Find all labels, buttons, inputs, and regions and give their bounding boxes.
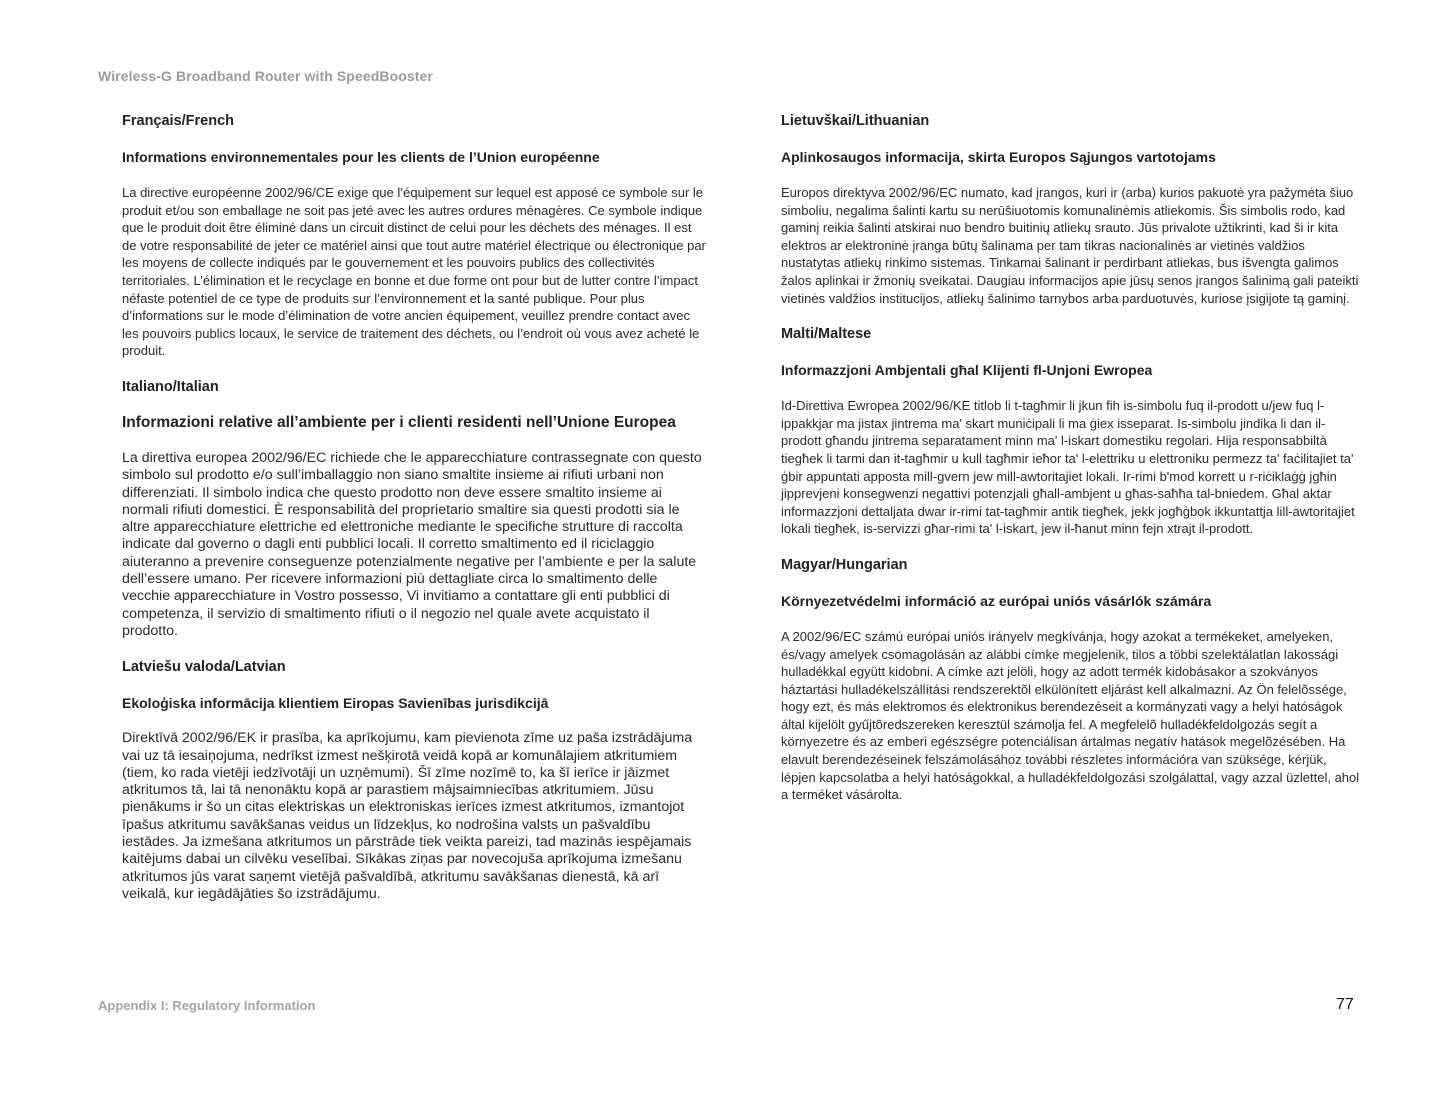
section-body-maltese: Id-Direttiva Ewropea 2002/96/KE titlob li t-tagħmir li jkun fih is-simbolu fuq il-prodott u/jew fuq l-ippakkjar ma jistax jintrema ma' skart muniċipali li ma ġiex isseparat. Is-simbolu jindika li dan il-prodott għandu jintrema separatament minn ma' l-iskart domestiku regolari. Hija responsabbiltà tiegħek li tarmi dan it-tagħmir u kull tagħmir ieħor ta' l-elettriku u elettroniku permezz ta' faċilitajiet ta' ġbir appuntati apposta mill-gvern jew mill-awtoritajiet lokali. Ir-rimi b'mod korrett u r-riċiklaġġ jgħin jipprevjeni konsegwenzi negattivi potenzjali għall-ambjent u għas-saħħa tal-bniedem. Għal aktar informazzjoni dettaljata dwar ir-rimi tat-tagħmir antik tiegħek, jekk jogħġbok ikkuntattja lill-awtoritajiet lokali tiegħek, is-servizzi għar-rimi ta' l-iskart, jew il-ħanut minn fejn xtrajt il-prodott. bbox=[781, 398, 1355, 537]
language-heading-italian: Italiano/Italian bbox=[122, 378, 219, 395]
section-maltese bbox=[781, 325, 1361, 538]
page-number: 77 bbox=[1336, 996, 1354, 1013]
section-subheading-lithuanian: Aplinkosaugos informacija, skirta Europos Sąjungos vartotojams bbox=[781, 149, 1216, 165]
language-heading-maltese: Malti/Maltese bbox=[781, 326, 872, 343]
section-body-latvian: Direktīvā 2002/96/EK ir prasība, ka aprīkojumu, kam pievienota zīme uz paša izstrādājuma vai uz tā iesaiņojuma, nedrīkst izmest nešķirotā veidā kopā ar komunālajiem atkritumiem (tiem, ko rada vietēji iedzīvotāji un uzņēmumi). Šī zīme nozīmē to, ka šī ierīce ir jāizmet atkritumos tā, lai tā nenonāktu kopā ar parastiem mājsaimniecības atkritumiem. Jūsu pienākums ir šo un citas elektriskas un elektroniskas ierīces izmest atkritumos, izmantojot īpašus atkritumu savākšanas veidus un līdzekļus, ko nodrošina valsts un pašvaldību iestādes. Ja izmešana atkritumos un pārstrāde tiek veikta pareizi, tad mazinās iespējamais kaitējums dabai un cilvēku veselībai. Sīkākas ziņas par novecojuša aprīkojuma izmešanu atkritumos jūs varat saņemt vietējā pašvaldībā, atkritumu savākšanas dienestā, kā arī veikalā, kur iegādājāties šo izstrādājumu. bbox=[122, 730, 693, 902]
section-body-lithuanian: Europos direktyva 2002/96/EC numato, kad įrangos, kuri ir (arba) kurios pakuotė yra pažymėta šiuo simboliu, negalima šalinti kartu su nerūšiuotomis komunalinėmis atliekomis. Šis simbolis rodo, kad gaminį reikia šalinti atskirai nuo bendro buitinių atliekų srauto. Jūs privalote užtikrinti, kad ši ir kita elektros ar elektroninė įranga būtų šalinama per tam tikras nacionalinės ar vietinės valdžios nustatytas atliekų rinkimo sistemas. Tinkamai šalinant ir perdirbant atliekas, bus išvengta galimos žalos aplinkai ir žmonių sveikatai. Daugiau informacijos apie jūsų senos įrangos šalinimą gali pateikti vietinės valdžios institucijos, atliekų šalinimo tarnybos arba parduotuvės, kuriose įsigijote tą gaminį. bbox=[781, 185, 1359, 306]
section-hungarian bbox=[781, 556, 1361, 804]
section-subheading-hungarian: Környezetvédelmi információ az európai uniós vásárlók számára bbox=[781, 592, 1212, 609]
document-header-title: Wireless-G Broadband Router with SpeedBooster bbox=[98, 68, 433, 84]
language-heading-french: Français/French bbox=[122, 113, 235, 129]
language-heading-hungarian: Magyar/Hungarian bbox=[781, 556, 908, 573]
section-body-french: La directive européenne 2002/96/CE exige que l’équipement sur lequel est apposé ce symbole sur le produit et/ou son emballage ne soit pas jeté avec les autres ordures ménagères. Ce symbole indique que le produit doit être éliminé dans un circuit distinct de celui pour les déchets des ménages. Il est de votre responsabilité de jeter ce matériel ainsi que tout autre matériel électrique ou électronique par les moyens de collecte indiqués par le gouvernement et les pouvoirs publics des collectivités territoriales. L’élimination et le recyclage en bonne et due forme ont pour but de lutter contre l’impact néfaste potentiel de ce type de produits sur l’environnement et la santé publique. Pour plus d’informations sur le mode d’élimination de votre ancien équipement, veuillez prendre contact avec les pouvoirs publics locaux, le service de traitement des déchets, ou l’endroit où vous avez acheté le produit. bbox=[122, 185, 706, 359]
section-subheading-french: Informations environnementales pour les clients de l’Union européenne bbox=[122, 149, 600, 165]
section-body-hungarian: A 2002/96/EC számú európai uniós irányelv megkívánja, hogy azokat a termékeket, amelyeken, és/vagy amelyek csomagolásán az alábbi címke megjelenik, tilos a többi szelektálatlan lakossági hulladékkal együtt kidobni. A címke azt jelöli, hogy az adott termék kidobásakor a szokványos háztartási hulladékelszállítási rendszerektõl elkülönített eljárást kell alkalmazni. Az Ön felelõssége, hogy ezt, és más elektromos és elektronikus berendezéseit a kormányzati vagy a helyi hatóságok által kijelölt gyűjtõredszereken keresztül számolja fel. A megfelelõ hulladékfeldolgozás segít a környezetre és az emberi egészségre potenciálisan ártalmas negatív hatások megelõzésében. Ha elavult berendezéseinek felszámolásához további részletes információra van szüksége, kérjük, lépjen kapcsolatba a helyi hatóságokkal, a hulladékfeldolgozási szolgálattal, vagy azzal üzlettel, ahol a terméket vásárolta. bbox=[781, 628, 1360, 803]
language-heading-latvian: Latviešu valoda/Latvian bbox=[122, 659, 286, 676]
language-heading-lithuanian: Lietuvškai/Lithuanian bbox=[781, 113, 930, 129]
section-italian bbox=[122, 378, 707, 640]
section-latvian bbox=[122, 658, 707, 903]
section-lithuanian bbox=[781, 112, 1361, 307]
section-french bbox=[122, 112, 707, 360]
footer-section-title: Appendix I: Regulatory Information bbox=[98, 998, 316, 1013]
left-column bbox=[122, 112, 707, 903]
section-body-italian: La direttiva europea 2002/96/EC richiede che le apparecchiature contrassegnate con questo simbolo sul prodotto e/o sull’imballaggio non siano smaltite insieme ai rifiuti urbani non differenziati. Il simbolo indica che questo prodotto non deve essere smaltito insieme ai normali rifiuti domestici. È responsabilità del proprietario smaltire sia questi prodotti sia le altre apparecchiature elettriche ed elettroniche mediante le specifiche strutture di raccolta indicate dal governo o dagli enti pubblici locali. Il corretto smaltimento ed il riciclaggio aiuteranno a prevenire conseguenze potenzialmente negative per l’ambiente e per la salute dell’essere umano. Per ricevere informazioni più dettagliate circa lo smaltimento delle vecchie apparecchiature in Vostro possesso, Vi invitiamo a contattare gli enti pubblici di competenza, il servizio di smaltimento rifiuti o il negozio nel quale avete acquistato il prodotto. bbox=[122, 449, 702, 639]
section-subheading-latvian: Ekoloģiska informācija klientiem Eiropas Savienības jurisdikcijā bbox=[122, 695, 549, 712]
right-column bbox=[781, 112, 1361, 804]
section-subheading-italian: Informazioni relative all’ambiente per i clienti residenti nell’Unione Europea bbox=[122, 413, 676, 431]
section-subheading-maltese: Informazzjoni Ambjentali għal Klijenti fl-Unjoni Ewropea bbox=[781, 362, 1153, 379]
